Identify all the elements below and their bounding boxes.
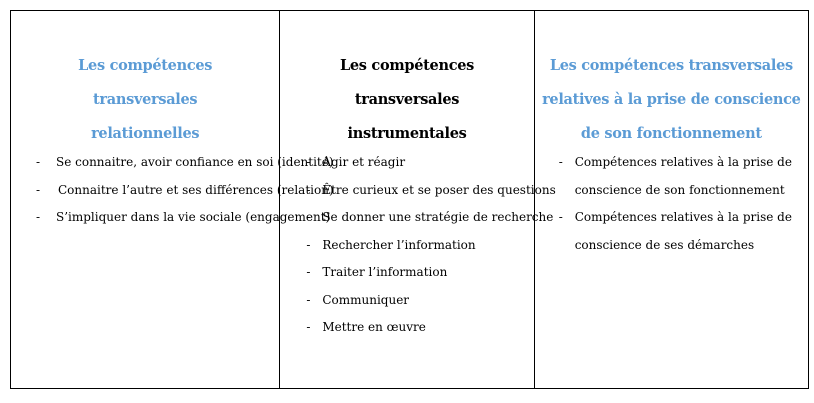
column-instrumentales — [279, 11, 556, 388]
list-item: - Traiter l’information — [306, 259, 555, 287]
column-title-instrumentales: Les compétences transversales instrumentales — [339, 57, 475, 142]
list-item: - Compétences relatives à la prise de conscience de ses démarches — [559, 204, 810, 259]
bullet-list-prise-de-conscience — [559, 149, 810, 259]
list-item: - Compétences relatives à la prise de conscience de son fonctionnement — [559, 149, 810, 204]
column-prise-de-conscience — [534, 11, 808, 388]
list-item: - Se connaitre, avoir confiance en soi (identité) — [36, 149, 334, 177]
list-item: - Agir et réagir — [306, 149, 555, 177]
competences-table — [10, 10, 809, 389]
bullet-list-instrumentales — [306, 149, 555, 342]
column-title-relationnelles: Les compétences transversales relationnelles — [78, 57, 213, 142]
list-item: - Être curieux et se poser des questions — [306, 177, 555, 205]
list-item: - S’impliquer dans la vie sociale (engagement) — [36, 204, 334, 232]
list-item: - Connaitre l’autre et ses différences (relation) — [36, 177, 334, 205]
column-title-prise-de-conscience: Les compétences transversales relatives à la prise de conscience de son fonctionnement — [542, 57, 801, 142]
list-item: - Se donner une stratégie de recherche — [306, 204, 555, 232]
list-item: - Communiquer — [306, 287, 555, 315]
column-relationnelles — [11, 11, 334, 388]
list-item: - Rechercher l’information — [306, 232, 555, 260]
list-item: - Mettre en œuvre — [306, 314, 555, 342]
